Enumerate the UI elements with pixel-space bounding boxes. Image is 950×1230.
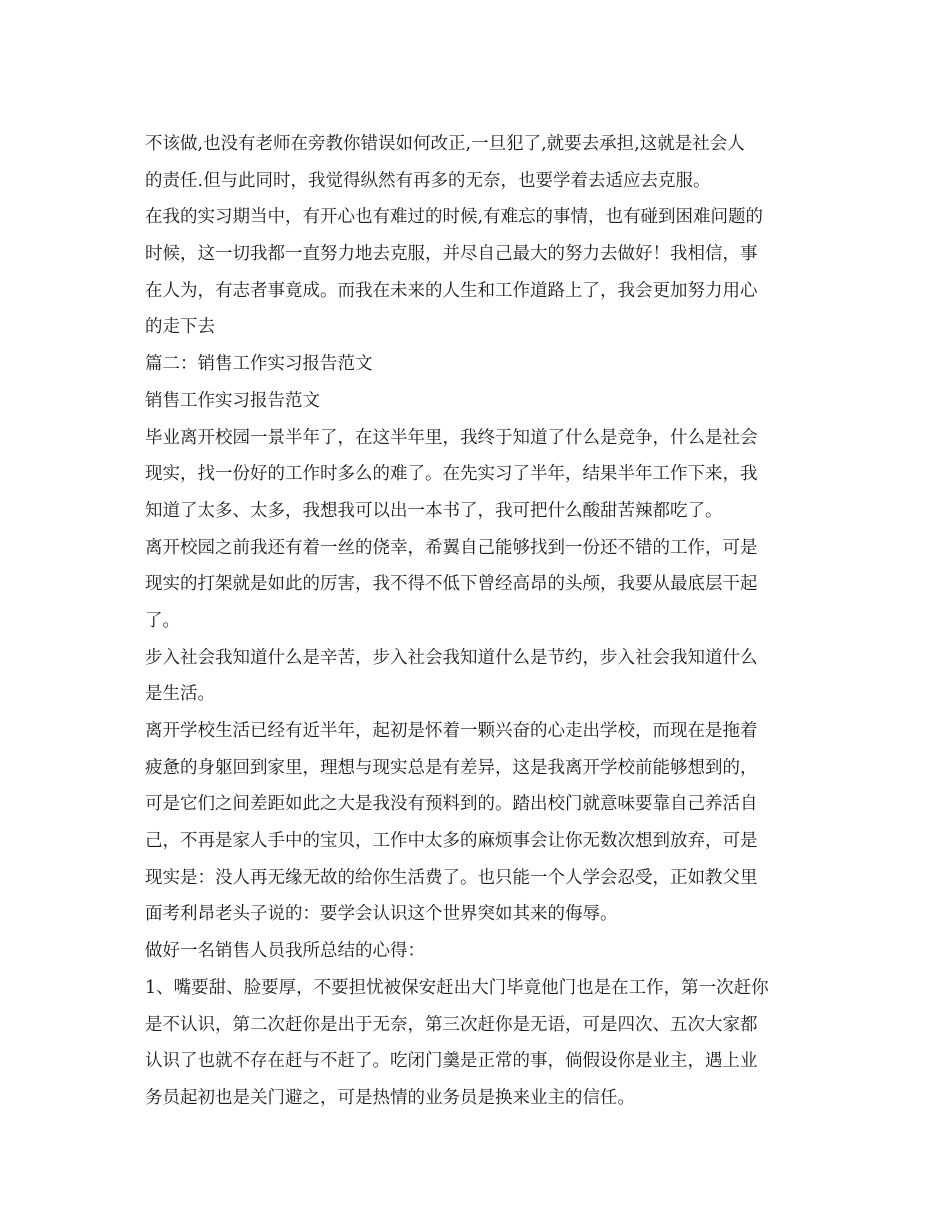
text-line: 在人为，有志者事竟成。而我在未来的人生和工作道路上了，我会更加努力用心	[145, 280, 758, 301]
text-line: 离开校园之前我还有着一丝的侥幸，希翼自己能够找到一份还不错的工作，可是	[145, 537, 758, 558]
text-line: 在我的实习期当中，有开心也有难过的时候,有难忘的事情，也有碰到困难问题的	[145, 207, 764, 228]
document-title: 销售工作实习报告范文	[145, 390, 320, 411]
text-line: 步入社会我知道什么是辛苦，步入社会我知道什么是节约，步入社会我知道什么	[145, 647, 758, 668]
text-line: 的责任.但与此同时，我觉得纵然有再多的无奈，也要学着去适应去克服。	[145, 170, 711, 191]
list-item-line: 务员起初也是关门避之，可是热情的业务员是换来业主的信任。	[145, 1087, 635, 1108]
text-line: 现实的打架就是如此的厉害，我不得不低下曾经高昂的头颅，我要从最底层干起	[145, 574, 758, 595]
text-line: 不该做,也没有老师在旁教你错误如何改正,一旦犯了,就要去承担,这就是社会人	[145, 134, 745, 154]
section-heading: 篇二：销售工作实习报告范文	[145, 354, 373, 375]
text-line: 面考利昂老头子说的：要学会认识这个世界突如其来的侮辱。	[145, 904, 618, 925]
text-line: 现实，找一份好的工作时多么的难了。在先实习了半年，结果半年工作下来，我	[145, 464, 758, 485]
text-line: 现实是：没人再无缘无故的给你生活费了。也只能一个人学会忍受，正如教父里	[145, 867, 758, 888]
list-item-line: 是不认识，第二次赶你是出于无奈，第三次赶你是无语，可是四次、五次大家都	[145, 1014, 758, 1035]
text-line: 己，不再是家人手中的宝贝，工作中太多的麻烦事会让你无数次想到放弃，可是	[145, 831, 758, 852]
text-line: 了。	[145, 610, 180, 631]
text-line: 离开学校生活已经有近半年，起初是怀着一颗兴奋的心走出学校，而现在是拖着	[145, 721, 758, 741]
text-line: 时候，这一切我都一直努力地去克服，并尽自己最大的努力去做好！我相信，事	[145, 244, 758, 265]
text-line: 的走下去	[145, 317, 215, 338]
text-line: 做好一名销售人员我所总结的心得：	[145, 941, 425, 962]
text-line: 知道了太多、太多，我想我可以出一本书了，我可把什么酸甜苦辣都吃了。	[145, 500, 723, 521]
list-item-line: 1、嘴要甜、脸要厚，不要担忧被保安赶出大门毕竟他门也是在工作，第一次赶你	[145, 977, 769, 998]
list-item-line: 认识了也就不存在赶与不赶了。吃闭门羹是正常的事，倘假设你是业主，遇上业	[145, 1051, 758, 1072]
text-line: 是生活。	[145, 684, 215, 705]
text-line: 毕业离开校园一景半年了，在这半年里，我终于知道了什么是竞争，什么是社会	[145, 427, 758, 448]
document-body	[145, 126, 815, 1117]
text-line: 可是它们之间差距如此之大是我没有预料到的。踏出校门就意味要靠自己养活自	[145, 794, 758, 815]
text-line: 疲惫的身躯回到家里，理想与现实总是有差异，这是我离开学校前能够想到的，	[145, 757, 758, 778]
